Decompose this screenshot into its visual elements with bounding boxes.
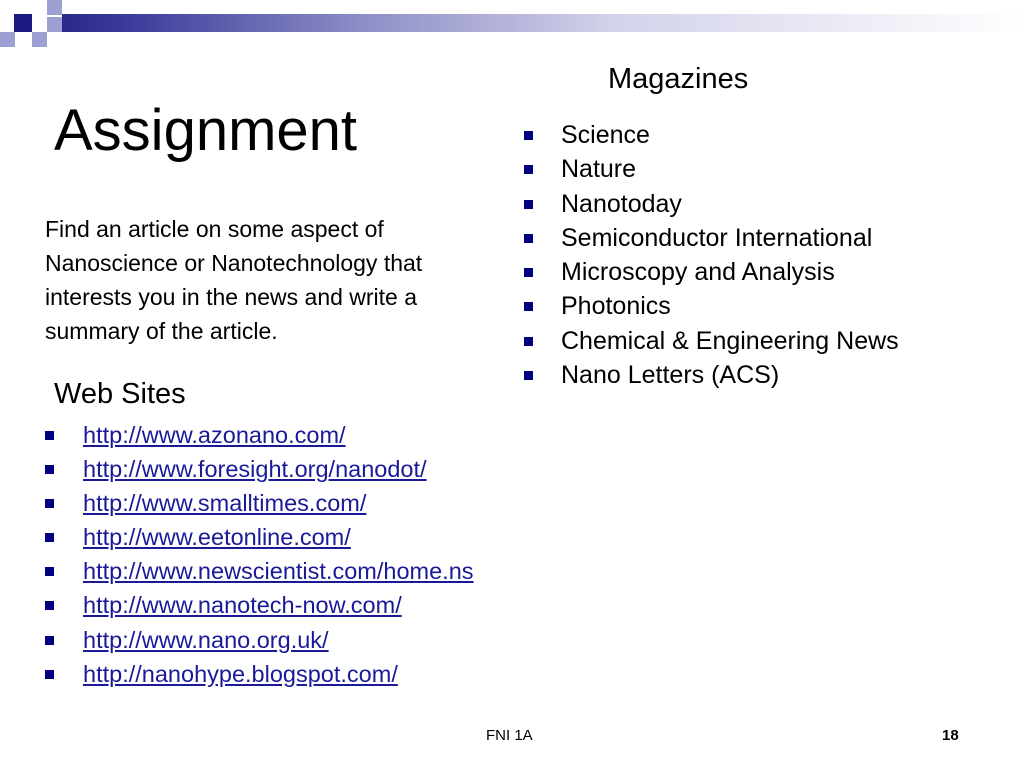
magazine-item — [524, 152, 899, 186]
magazine-item — [524, 118, 899, 152]
magazine-label: Semiconductor International — [561, 223, 873, 252]
footer-label: FNI 1A — [486, 727, 533, 744]
square-bullet-icon — [524, 234, 533, 243]
magazine-label: Nano Letters (ACS) — [561, 361, 780, 390]
web-site-link[interactable]: http://www.smalltimes.com/ — [83, 490, 367, 517]
web-site-link[interactable]: http://www.newscientist.com/home.ns — [83, 558, 474, 585]
magazine-label: Photonics — [561, 292, 671, 321]
magazine-item — [524, 255, 899, 289]
page-number: 18 — [942, 727, 959, 744]
square-bullet-icon — [524, 268, 533, 277]
square-bullet-icon — [45, 636, 54, 645]
web-site-item — [45, 418, 474, 452]
magazine-item — [524, 187, 899, 221]
web-site-item — [45, 623, 474, 657]
magazine-item — [524, 324, 899, 358]
web-site-link[interactable]: http://www.azonano.com/ — [83, 422, 346, 448]
web-site-item — [45, 486, 474, 520]
magazine-item — [524, 358, 899, 392]
square-bullet-icon — [524, 131, 533, 140]
web-site-link[interactable]: http://www.nanotech-now.com/ — [83, 592, 402, 619]
square-bullet-icon — [45, 601, 54, 610]
square-bullet-icon — [524, 200, 533, 209]
corner-square-lavender-right — [47, 17, 62, 32]
square-bullet-icon — [45, 499, 54, 508]
assignment-description: Find an article on some aspect of Nanoscience or Nanotechnology that interests you in the news and write a summary of the article. — [45, 216, 423, 344]
web-site-link[interactable]: http://www.eetonline.com/ — [83, 524, 351, 551]
magazine-label: Nanotoday — [561, 189, 682, 218]
corner-square-lavender-mid — [32, 32, 47, 47]
square-bullet-icon — [45, 567, 54, 576]
web-sites-heading: Web Sites — [54, 378, 186, 410]
web-site-link[interactable]: http://www.foresight.org/nanodot/ — [83, 456, 427, 483]
web-site-link[interactable]: http://www.nano.org.uk/ — [83, 626, 329, 653]
top-banner — [0, 14, 1024, 32]
corner-square-lavender-top — [47, 0, 62, 15]
magazine-label: Science — [561, 121, 650, 149]
magazine-item — [524, 289, 899, 323]
magazine-label: Nature — [561, 155, 637, 184]
web-site-item — [45, 657, 474, 691]
web-site-item — [45, 588, 474, 622]
magazines-list — [524, 118, 899, 392]
magazine-item — [524, 221, 899, 255]
magazines-heading: Magazines — [608, 63, 749, 95]
web-site-link[interactable]: http://nanohype.blogspot.com/ — [83, 660, 398, 687]
web-site-item — [45, 452, 474, 486]
web-site-item — [45, 554, 474, 588]
web-site-item — [45, 520, 474, 554]
square-bullet-icon — [524, 165, 533, 174]
corner-square-lavender-left — [0, 32, 15, 47]
square-bullet-icon — [45, 465, 54, 474]
magazine-label: Microscopy and Analysis — [561, 258, 835, 287]
square-bullet-icon — [524, 337, 533, 346]
square-bullet-icon — [524, 302, 533, 311]
slide-title: Assignment — [54, 98, 358, 163]
square-bullet-icon — [45, 533, 54, 542]
web-sites-list — [45, 418, 474, 691]
corner-square-navy — [14, 14, 32, 32]
square-bullet-icon — [524, 371, 533, 380]
magazine-label: Chemical & Engineering News — [561, 326, 899, 355]
square-bullet-icon — [45, 431, 54, 440]
square-bullet-icon — [45, 670, 54, 679]
